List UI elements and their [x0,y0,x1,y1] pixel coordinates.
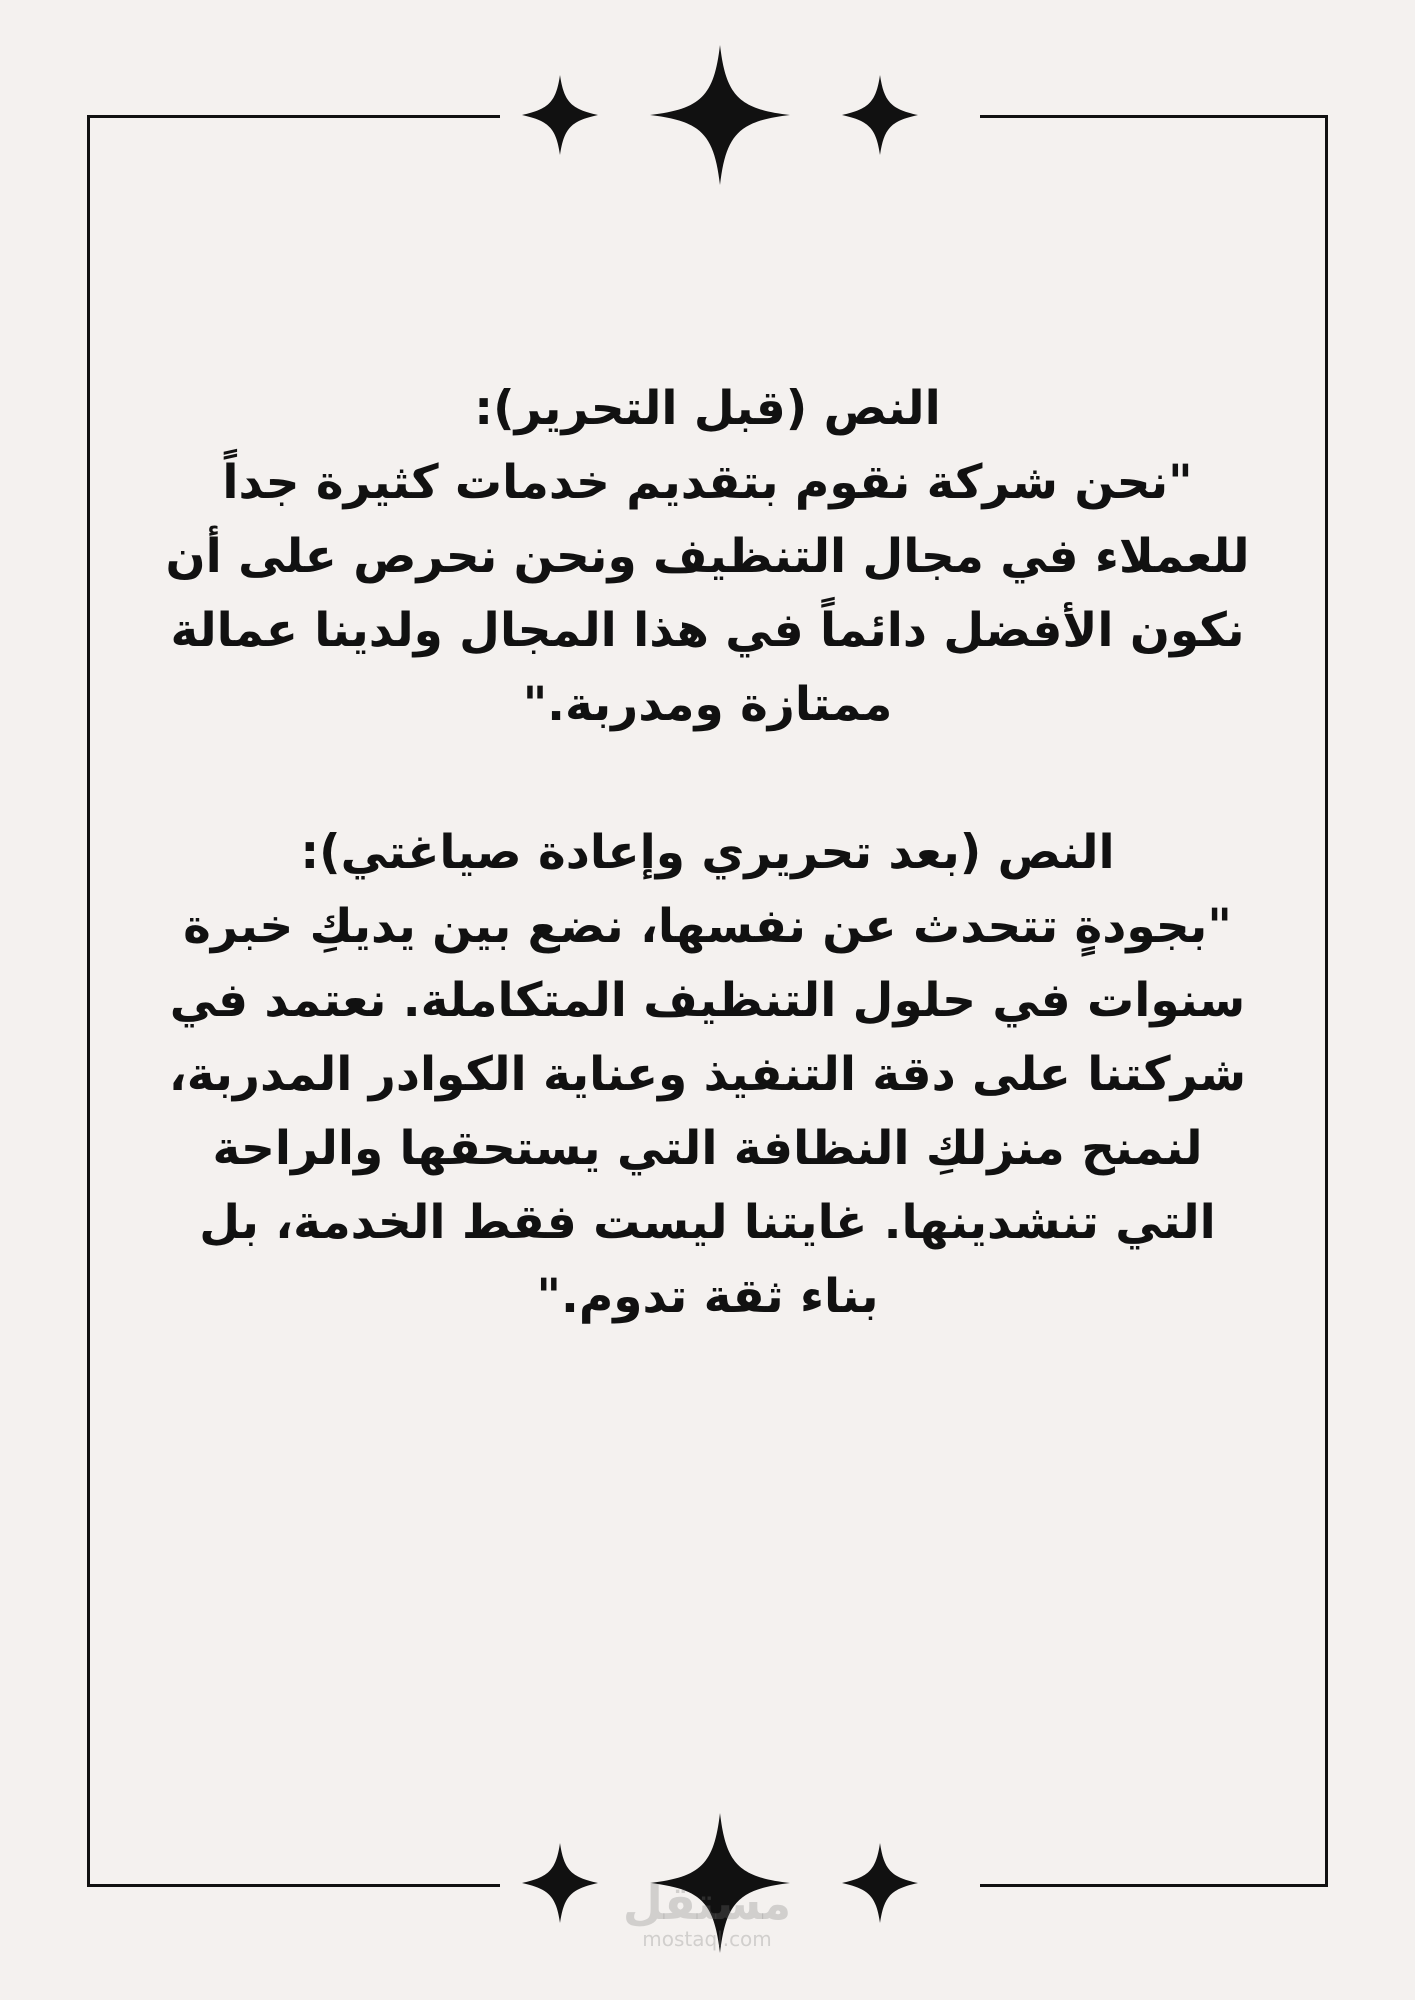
before-edit-line: نكون الأفضل دائماً في هذا المجال ولدينا عمالة [170,603,1245,658]
frame-top-left-line [87,115,500,118]
document-content [130,372,1285,1334]
before-edit-section [130,372,1285,742]
watermark-logo-text: مستقل [622,1876,792,1930]
star-ornament-svg [500,35,940,195]
after-edit-line: شركتنا على دقة التنفيذ وعناية الكوادر المدربة، [168,1047,1247,1102]
frame-right-line [1325,115,1328,1887]
before-edit-heading: النص (قبل التحرير): [474,381,941,436]
before-edit-line: ممتازة ومدربة." [522,677,893,732]
after-edit-line: بناء ثقة تدوم." [536,1269,879,1324]
after-edit-heading: النص (بعد تحريري وإعادة صياغتي): [300,825,1115,880]
after-edit-line: "بجودةٍ تتحدث عن نفسها، نضع بين يديكِ خبرة [183,899,1232,954]
frame-top-right-line [980,115,1328,118]
star-small-right-icon [842,1843,918,1923]
star-small-left-icon [522,1843,598,1923]
after-edit-line: التي تنشدينها. غايتنا ليست فقط الخدمة، بل [199,1195,1216,1250]
star-small-left-icon [522,75,598,155]
top-star-ornament [500,35,940,195]
watermark-url-text: mostaql.com [642,1927,772,1951]
star-large-center-icon [650,45,790,185]
mostaql-watermark [612,1878,802,1958]
frame-bottom-right-line [980,1884,1328,1887]
after-edit-line: لنمنح منزلكِ النظافة التي يستحقها والراحة [212,1121,1203,1176]
before-edit-line: للعملاء في مجال التنظيف ونحن نحرص على أن [165,529,1250,584]
after-edit-line: سنوات في حلول التنظيف المتكاملة. نعتمد في [169,973,1246,1028]
star-small-right-icon [842,75,918,155]
before-edit-line: "نحن شركة نقوم بتقديم خدمات كثيرة جداً [222,455,1193,510]
frame-left-line [87,115,90,1887]
frame-bottom-left-line [87,1884,500,1887]
after-edit-section [130,816,1285,1334]
